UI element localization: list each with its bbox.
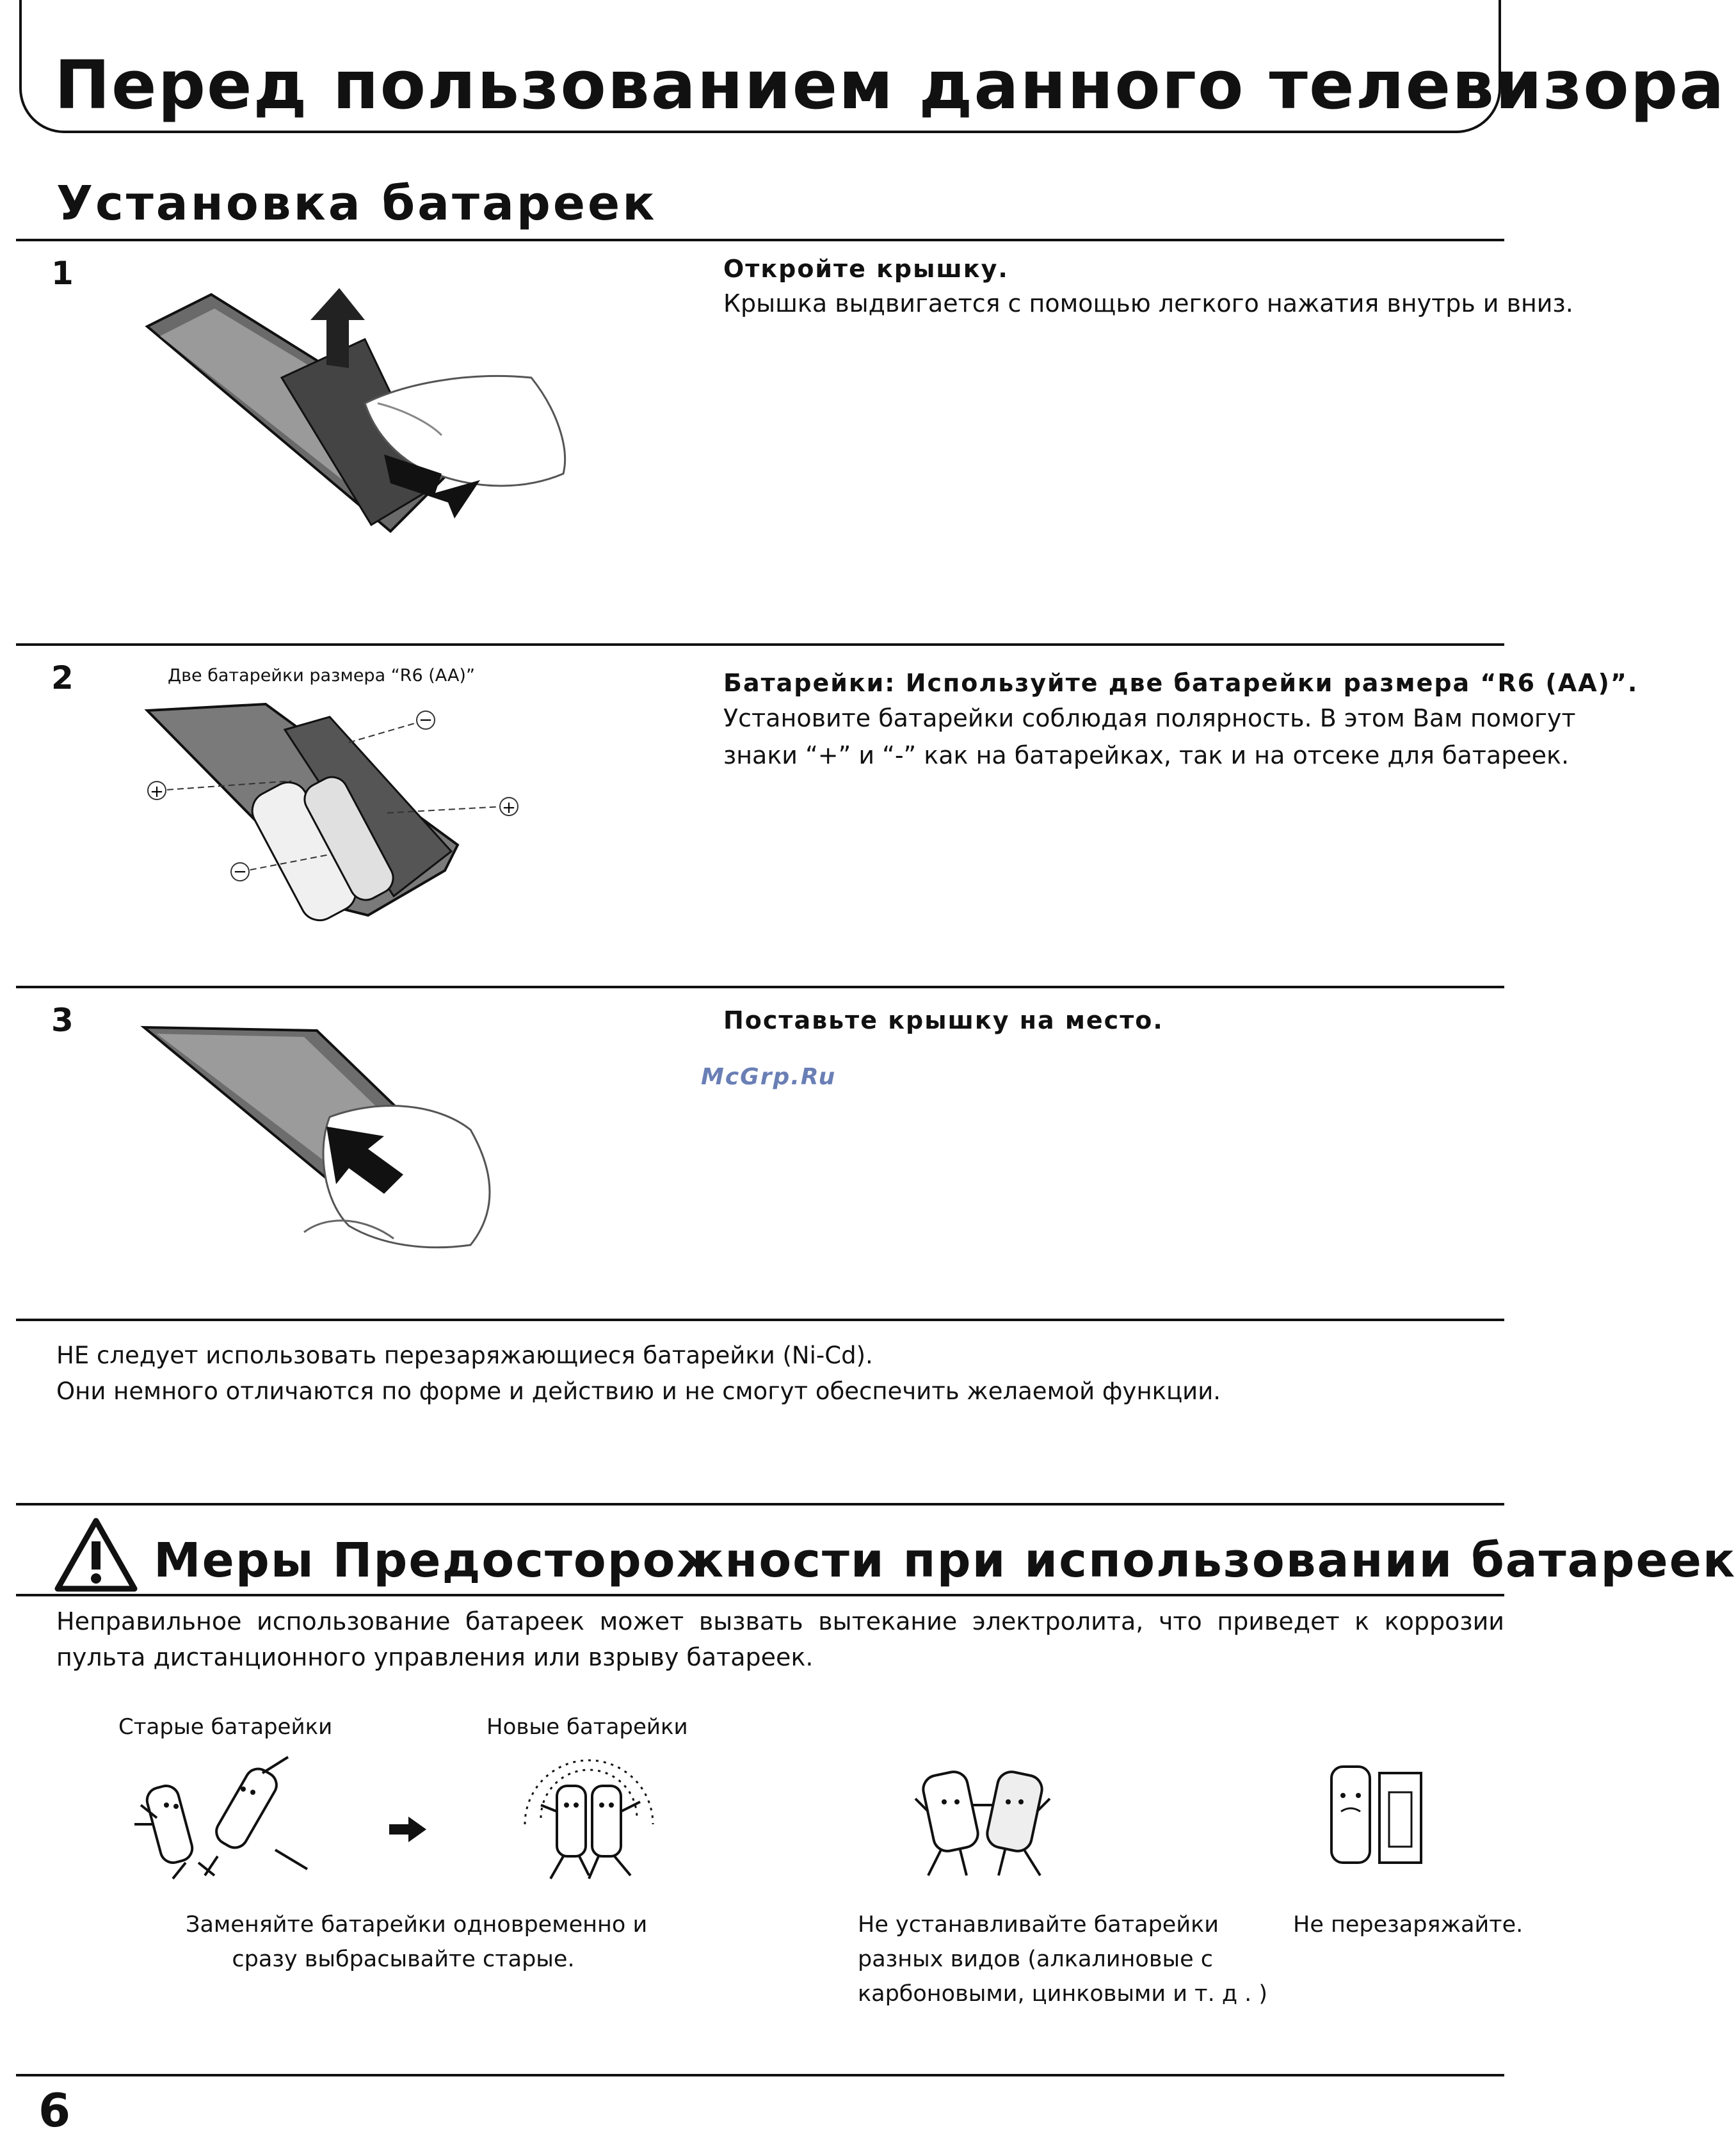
recharge-caption: Не перезаряжайте.	[1293, 1912, 1523, 1938]
new-batteries-label: Новые батарейки	[486, 1714, 688, 1740]
remote-close-cover-illustration	[138, 1021, 573, 1264]
step-3-heading: Поставьте крышку на место.	[723, 1006, 1164, 1034]
mix-caption-line: Не устанавливайте батарейки	[858, 1912, 1219, 1938]
svg-text:−: −	[233, 862, 247, 881]
footer-divider	[16, 2074, 1504, 2076]
old-batteries-label: Старые батарейки	[118, 1714, 333, 1740]
mixed-batteries-illustration	[903, 1754, 1069, 1882]
caution-title: Меры Предосторожности при использовании батареек	[154, 1533, 1736, 1588]
mix-caption-line: разных видов (алкалиновые с	[858, 1947, 1214, 1972]
step-2-number: 2	[51, 659, 74, 696]
new-batteries-illustration	[518, 1747, 659, 1882]
svg-text:+: +	[150, 782, 164, 801]
page-title: Перед пользованием данного телевизора	[54, 46, 1726, 124]
note-line: Они немного отличаются по форме и действию и не смогут обеспечить желаемой функции.	[56, 1377, 1221, 1405]
step-2-figure-caption: Две батарейки размера “R6 (AA)”	[168, 666, 475, 686]
divider	[16, 643, 1504, 646]
step-3-number: 3	[51, 1002, 74, 1039]
mix-caption	[858, 1907, 1267, 2011]
remote-battery-compartment-illustration	[138, 704, 534, 935]
replace-caption-line: сразу выбрасывайте старые.	[232, 1947, 575, 1972]
svg-text:−: −	[419, 711, 433, 730]
section-title: Установка батареек	[56, 176, 657, 231]
arrow-right-icon	[389, 1817, 428, 1842]
page-number: 6	[38, 2084, 71, 2137]
step-2-heading: Батарейки: Используйте две батарейки размера “R6 (AA)”.	[723, 669, 1639, 697]
divider	[16, 1503, 1504, 1506]
watermark: McGrp.Ru	[701, 1064, 837, 1090]
step-2-text-line: Установите батарейки соблюдая полярность. В этом Вам помогут	[723, 704, 1576, 732]
warning-triangle-icon	[54, 1517, 138, 1594]
divider	[16, 239, 1504, 241]
mix-caption-line: карбоновыми, цинковыми и т. д . )	[858, 1981, 1268, 2007]
step-1-number: 1	[51, 255, 74, 292]
step-2-text-line: знаки “+” и “-” как на батарейках, так и на отсеке для батареек.	[723, 741, 1570, 769]
divider	[16, 986, 1504, 988]
replace-caption-line: Заменяйте батарейки одновременно и	[186, 1912, 648, 1938]
note-line: НЕ следует использовать перезаряжающиеся батарейки (Ni-Cd).	[56, 1342, 873, 1369]
step-1-text: Крышка выдвигается с помощью легкого нажатия внутрь и вниз.	[723, 289, 1573, 317]
replace-caption	[186, 1907, 648, 1977]
no-recharge-illustration	[1325, 1760, 1434, 1869]
remote-open-cover-illustration	[134, 282, 583, 576]
step-1-heading: Откройте крышку.	[723, 255, 1009, 283]
divider	[16, 1319, 1504, 1321]
caution-text: Неправильное использование батареек может вызвать вытекание электролита, что приведет к коррозии пульта дистанционного управления или взрыву батареек.	[56, 1607, 1504, 1671]
svg-text:+: +	[502, 798, 516, 817]
divider	[16, 1594, 1504, 1596]
old-batteries-illustration	[128, 1754, 320, 1882]
